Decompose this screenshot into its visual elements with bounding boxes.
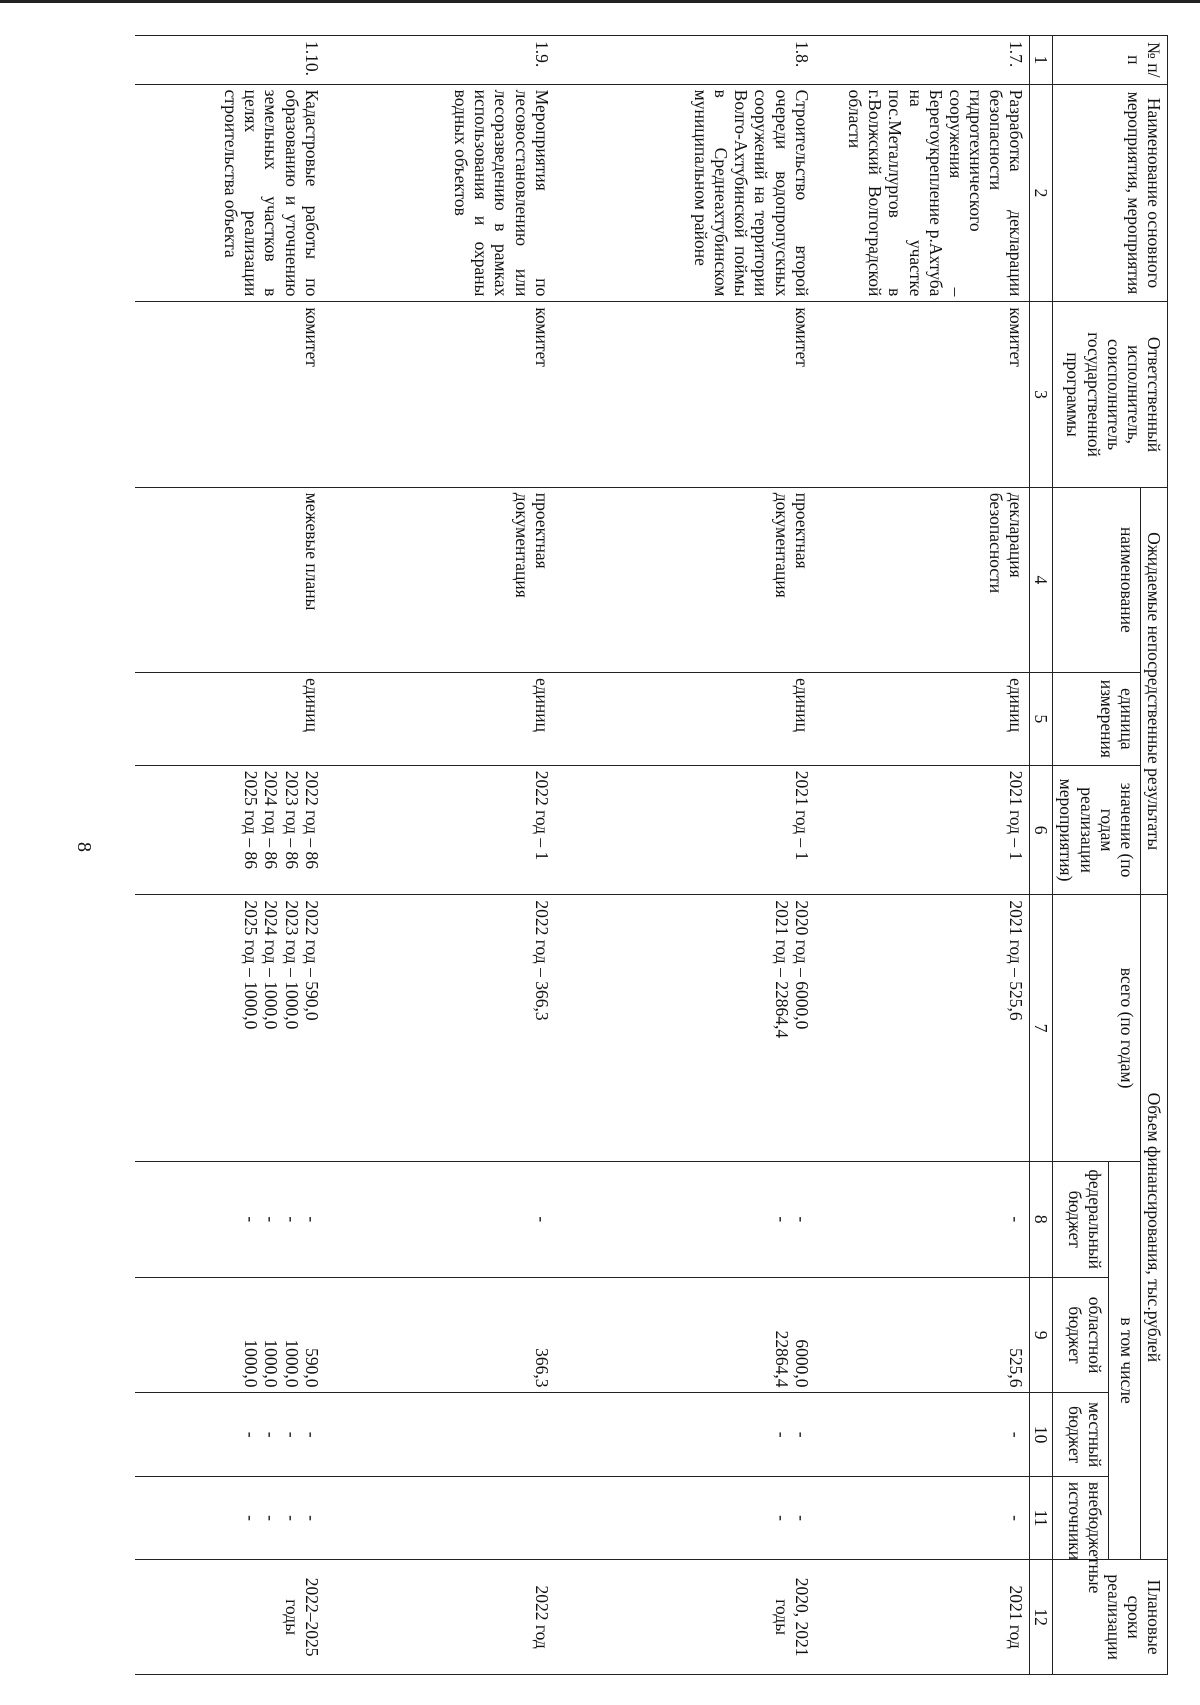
- row-regional: [325, 1277, 555, 1393]
- header-name: Наименование основного мероприятия, мероприятия: [1053, 84, 1168, 302]
- row-local: [135, 1393, 325, 1476]
- row-federal-line: -: [261, 1216, 282, 1223]
- row-local-line: -: [1006, 1431, 1027, 1438]
- header-finance-group: Объем финансирования, тыс.рублей: [1140, 895, 1167, 1560]
- column-number: 6: [1030, 765, 1053, 895]
- row-totals: [325, 895, 555, 1161]
- row-number: 1.7.: [815, 36, 1030, 85]
- table-row: [135, 36, 325, 1675]
- header-result-value: значение (по годам реализации мероприятия): [1053, 765, 1141, 895]
- row-number: 1.8.: [555, 36, 815, 85]
- row-regional: [815, 1277, 1030, 1393]
- row-term: 2020, 2021 годы: [555, 1560, 815, 1675]
- row-result-name: декларация безопасности: [815, 487, 1030, 672]
- row-totals-line: 2024 год – 1000,0: [261, 900, 282, 1030]
- row-federal: [325, 1161, 555, 1277]
- column-number: 2: [1030, 84, 1053, 302]
- row-federal-line: -: [1006, 1216, 1027, 1223]
- row-regional-line: 22864,4: [771, 1330, 792, 1388]
- row-result-unit: единиц: [815, 673, 1030, 766]
- table-row: [325, 36, 555, 1675]
- row-result-values: [555, 765, 815, 895]
- row-federal-line: -: [791, 1216, 812, 1223]
- row-regional-line: 1000,0: [281, 1339, 302, 1388]
- row-extrabudget: [555, 1476, 815, 1559]
- row-totals-line: 2021 год – 525,6: [1006, 900, 1027, 1021]
- row-number: 1.9.: [325, 36, 555, 85]
- header-term: Плановые сроки реализации: [1053, 1560, 1168, 1675]
- row-regional: [135, 1277, 325, 1393]
- document-rotated: [168, 35, 1168, 1675]
- column-number: 3: [1030, 302, 1053, 487]
- row-local-line: -: [241, 1431, 262, 1438]
- row-number: 1.10.: [135, 36, 325, 85]
- row-result-name: проектная документация: [325, 487, 555, 672]
- row-result-unit: единиц: [135, 673, 325, 766]
- row-result-values-line: 2023 год – 86: [281, 770, 302, 869]
- row-totals: [815, 895, 1030, 1161]
- column-number: 5: [1030, 673, 1053, 766]
- row-extrabudget-line: -: [241, 1515, 262, 1521]
- row-local: [555, 1393, 815, 1476]
- row-result-values-line: 2021 год – 1: [1006, 770, 1027, 861]
- row-totals-line: 2023 год – 1000,0: [281, 900, 302, 1030]
- row-result-name: межевые планы: [135, 487, 325, 672]
- row-totals: [555, 895, 815, 1161]
- row-extrabudget-line: -: [261, 1515, 282, 1521]
- row-federal-line: -: [281, 1216, 302, 1223]
- header-executor: Ответственный исполнитель, соисполнитель государственной программы: [1053, 302, 1168, 487]
- column-number: 1: [1030, 36, 1053, 85]
- header-local: местный бюджет: [1053, 1393, 1109, 1476]
- row-totals-line: 2022 год – 366,3: [531, 900, 552, 1021]
- row-result-values: [815, 765, 1030, 895]
- row-executor: комитет: [815, 302, 1030, 487]
- row-executor: комитет: [325, 302, 555, 487]
- row-result-values: [325, 765, 555, 895]
- row-result-values-line: 2021 год – 1: [791, 770, 812, 861]
- row-local-line: -: [301, 1431, 322, 1438]
- row-regional-line: 6000,0: [791, 1339, 812, 1388]
- row-name: Кадастровые работы по образованию и уточнению земельных участков в целях реализации строительства объекта: [135, 84, 325, 302]
- row-federal-line: -: [241, 1216, 262, 1223]
- row-regional-line: 525,6: [1006, 1348, 1027, 1388]
- column-number: 10: [1030, 1393, 1053, 1476]
- header-result-name: наименование: [1053, 487, 1141, 672]
- row-name: Строительство второй очереди водопропускных сооружений на территории Волго-Ахтубинской поймы в Среднеахтубинском муниципальном районе: [555, 84, 815, 302]
- row-extrabudget: [135, 1476, 325, 1559]
- column-number: 12: [1030, 1560, 1053, 1675]
- column-numbers-row: [1030, 36, 1053, 1675]
- row-regional-line: 1000,0: [241, 1339, 262, 1388]
- row-totals-line: 2021 год – 22864,4: [771, 900, 792, 1039]
- row-extrabudget: [325, 1476, 555, 1559]
- row-name: Разработка декларации безопасности гидротехнического сооружения – Берегоукрепление р.Ахтуба на участке пос.Металлургов в г.Волжский Волгоградской области: [815, 84, 1030, 302]
- column-number: 9: [1030, 1277, 1053, 1393]
- row-result-unit: единиц: [325, 673, 555, 766]
- header-num: № п/п: [1053, 36, 1168, 85]
- column-number: 4: [1030, 487, 1053, 672]
- header-extrabudget: внебюджетные источники: [1053, 1476, 1109, 1559]
- row-totals-line: 2025 год – 1000,0: [241, 900, 262, 1030]
- header-regional: областной бюджет: [1053, 1277, 1109, 1393]
- table-body: [135, 36, 1030, 1675]
- row-result-values-line: 2024 год – 86: [261, 770, 282, 869]
- column-number: 8: [1030, 1161, 1053, 1277]
- row-local-line: -: [791, 1431, 812, 1438]
- header-total: всего (по годам): [1053, 895, 1141, 1161]
- row-local-line: -: [771, 1431, 792, 1438]
- header-federal: федеральный бюджет: [1053, 1161, 1109, 1277]
- row-federal-line: -: [771, 1216, 792, 1223]
- row-extrabudget-line: -: [301, 1515, 322, 1521]
- row-federal: [135, 1161, 325, 1277]
- row-term: 2021 год: [815, 1560, 1030, 1675]
- row-regional-line: 1000,0: [261, 1339, 282, 1388]
- row-result-unit: единиц: [555, 673, 815, 766]
- row-federal: [555, 1161, 815, 1277]
- row-local-line: -: [261, 1431, 282, 1438]
- row-term: 2022 год: [325, 1560, 555, 1675]
- row-local: [325, 1393, 555, 1476]
- top-border-line: [0, 0, 1200, 3]
- row-extrabudget-line: -: [1006, 1515, 1027, 1521]
- row-executor: комитет: [555, 302, 815, 487]
- table-row: [815, 36, 1030, 1675]
- page-number: 8: [73, 842, 95, 852]
- row-local: [815, 1393, 1030, 1476]
- row-result-values-line: 2022 год – 1: [531, 770, 552, 861]
- row-result-values-line: 2025 год – 86: [241, 770, 262, 869]
- row-name: Мероприятия по лесовосстановлению или лесоразведению в рамках использования и охраны водных объектов: [325, 84, 555, 302]
- column-number: 7: [1030, 895, 1053, 1161]
- row-extrabudget: [815, 1476, 1030, 1559]
- row-term: 2022–2025 годы: [135, 1560, 325, 1675]
- header-row-1: [1140, 36, 1167, 1675]
- row-extrabudget-line: -: [791, 1515, 812, 1521]
- column-number: 11: [1030, 1476, 1053, 1559]
- row-regional-line: 590,0: [301, 1348, 322, 1388]
- row-totals: [135, 895, 325, 1161]
- row-executor: комитет: [135, 302, 325, 487]
- row-local-line: -: [281, 1431, 302, 1438]
- row-result-values: [135, 765, 325, 895]
- row-extrabudget-line: -: [281, 1515, 302, 1521]
- row-extrabudget-line: -: [771, 1515, 792, 1521]
- row-result-name: проектная документация: [555, 487, 815, 672]
- header-results-group: Ожидаемые непосредственные результаты: [1140, 487, 1167, 895]
- row-regional: [555, 1277, 815, 1393]
- row-federal: [815, 1161, 1030, 1277]
- row-federal-line: -: [531, 1216, 552, 1223]
- row-result-values-line: 2022 год – 86: [301, 770, 322, 869]
- header-result-unit: единица измерения: [1053, 673, 1141, 766]
- program-table: [135, 35, 1168, 1675]
- row-regional-line: 366,3: [531, 1348, 552, 1388]
- row-federal-line: -: [301, 1216, 322, 1223]
- row-totals-line: 2020 год – 6000,0: [791, 900, 812, 1030]
- header-subgroup: в том числе: [1108, 1161, 1140, 1559]
- row-totals-line: 2022 год – 590,0: [301, 900, 322, 1021]
- table-row: [555, 36, 815, 1675]
